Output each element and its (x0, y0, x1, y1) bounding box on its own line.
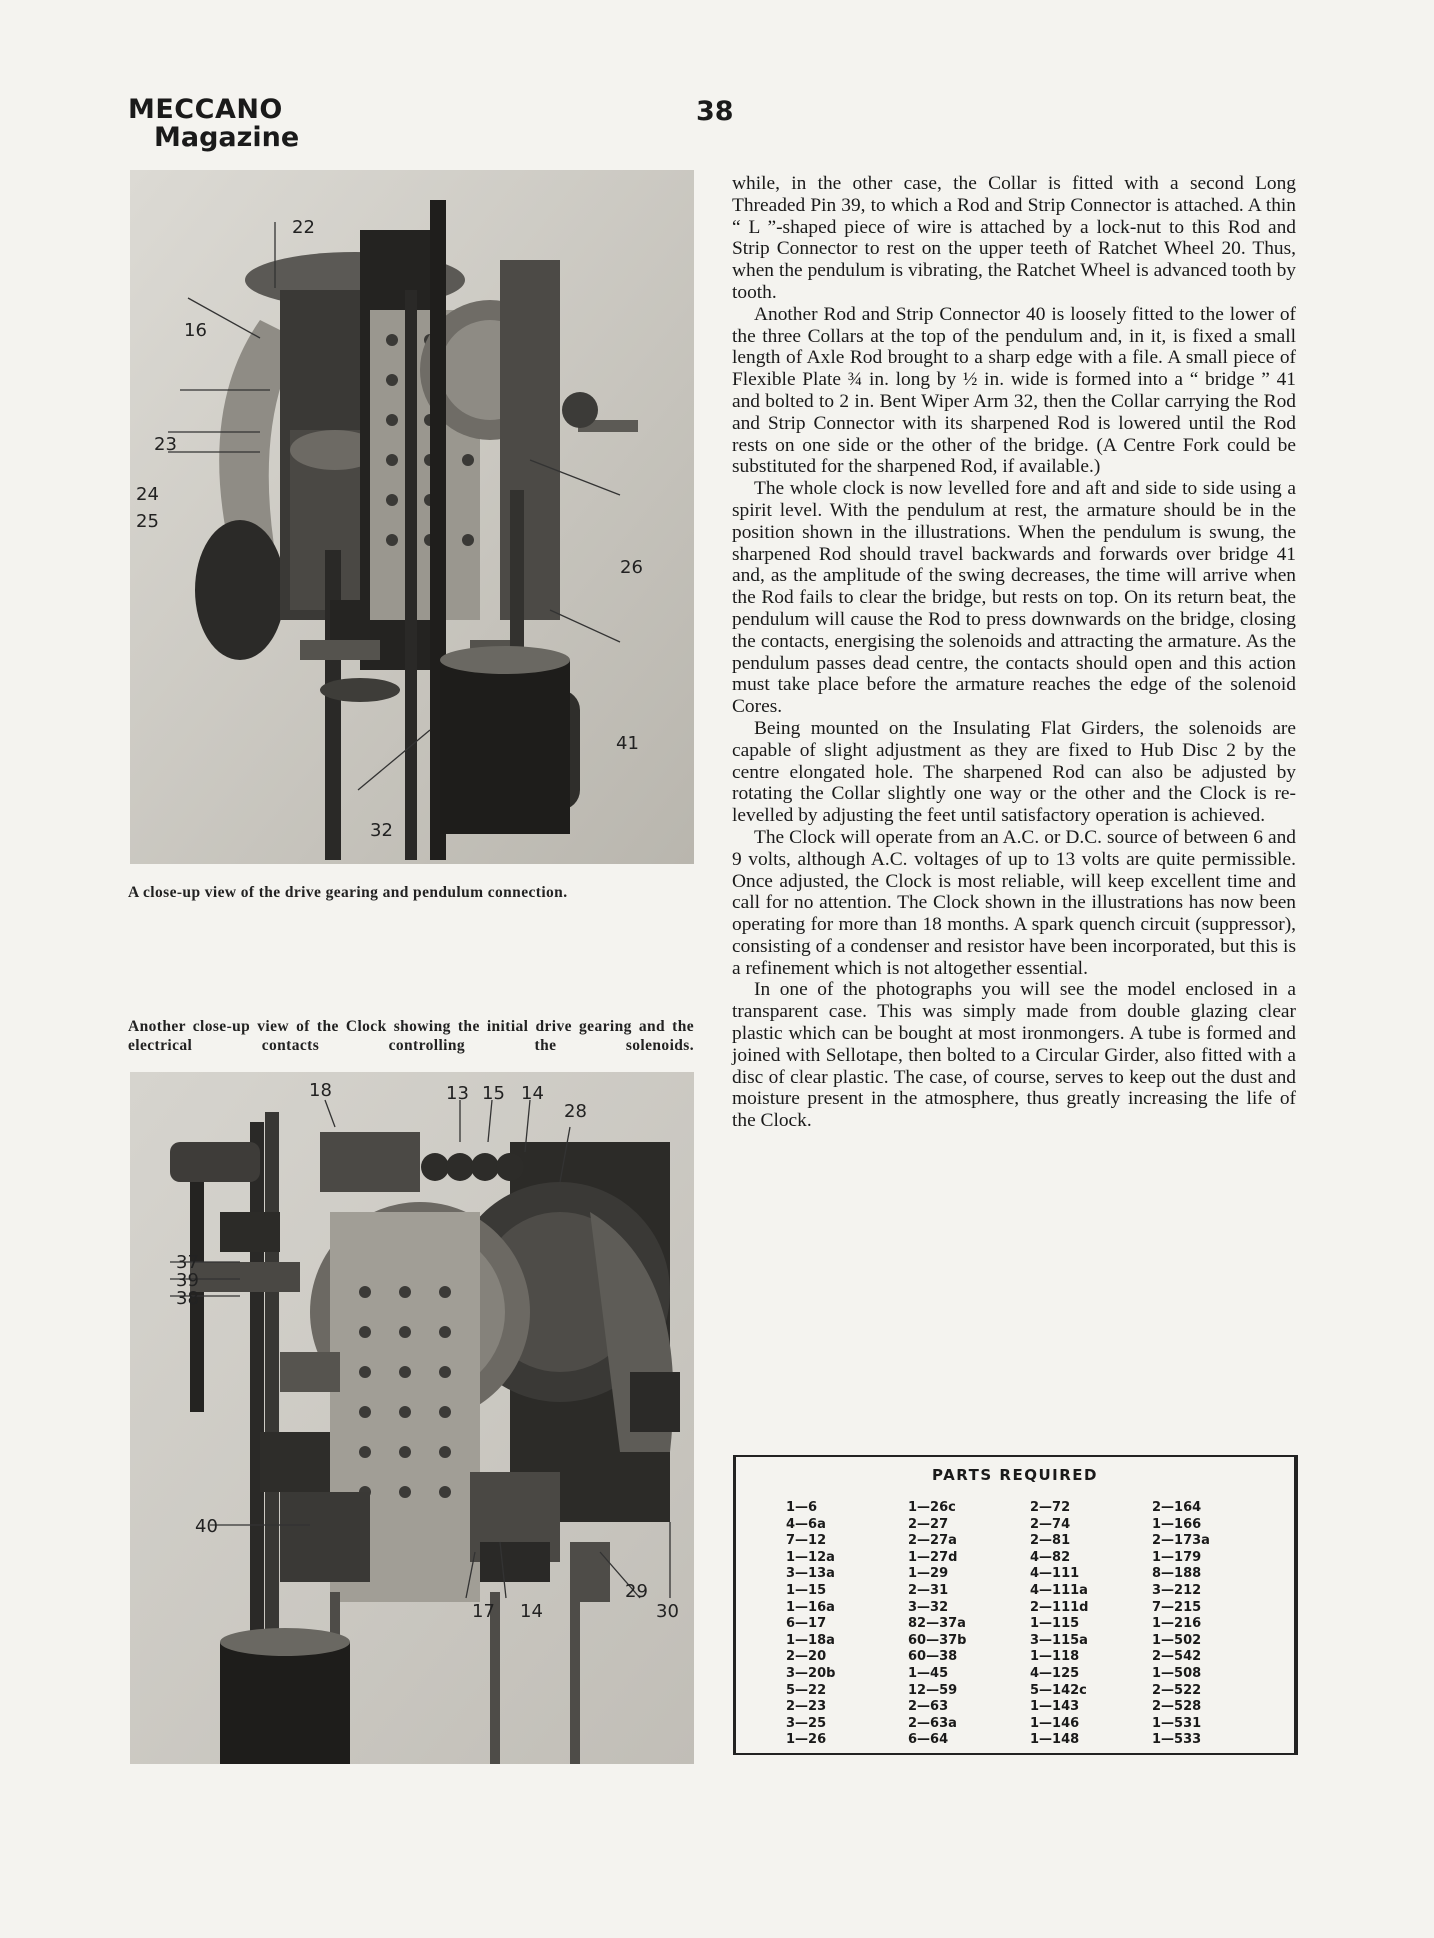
part-entry: 2—528 (1152, 1699, 1202, 1715)
part-entry: 2—542 (1152, 1649, 1202, 1665)
callout-15: 15 (482, 1083, 505, 1104)
callout-28: 28 (564, 1101, 587, 1122)
part-entry: 4—82 (1030, 1549, 1071, 1565)
part-entry: 7—12 (786, 1533, 827, 1549)
part-entry: 2—72 (1030, 1500, 1071, 1515)
paragraph: Being mounted on the Insulating Flat Girders, the solenoids are capable of slight adjustment as they are fixed to Hub Disc 2 by the centre elongated hole. The sharpened Rod can also be adjusted by rotating the Collar slightly one way or the other and the Clock is re-levelled by adjusting the feet until satisfactory operation is achieved. (732, 717, 1296, 827)
parts-required-title: PARTS REQUIRED (932, 1466, 1098, 1484)
part-entry: 6—17 (786, 1616, 827, 1632)
paragraph: The whole clock is now levelled fore and aft and side to side using a spirit level. With the pendulum at rest, the armature should be in the position shown in the illustrations. When the pendulum is swung, the sharpened Rod should travel backwards and forwards over bridge 41 and, as the amplitude of the swing decreases, the time will arrive when the Rod fails to clear the bridge, but rests on top. On its return beat, the pendulum will cause the Rod to press downwards on the bridge, closing the contacts, energising the solenoids and attracting the armature. As the pendulum passes dead centre, the contacts should open and this action must take place before the armature reaches the edge of the solenoid Cores. (732, 478, 1296, 718)
part-entry: 5—22 (786, 1682, 827, 1698)
part-entry: 1—166 (1152, 1516, 1202, 1532)
part-entry: 60—37b (908, 1632, 967, 1648)
callout-30: 30 (656, 1601, 679, 1622)
paragraph: The Clock will operate from an A.C. or D.C. source of between 6 and 9 volts, although A.C. voltages of up to 13 volts are quite permissible. Once adjusted, the Clock is most reliable, will keep excellent time and call for no attention. The Clock shown in the illustrations has now been operating for more than 18 months. A spark quench circuit (suppressor), consisting of a condenser and resistor have been incorporated, but this is a refinement which is not altogether essential. (732, 826, 1296, 979)
callout-41: 41 (616, 733, 639, 754)
parts-columns (786, 1500, 1274, 1749)
callout-14b: 14 (520, 1601, 543, 1622)
callout-24: 24 (136, 484, 159, 505)
photo-drive-gearing (130, 170, 694, 864)
parts-column-1 (786, 1500, 908, 1749)
paragraph: Another Rod and Strip Connector 40 is loosely fitted to the lower of the three Collars at the top of the pendulum and, in it, is fixed a small length of Axle Rod brought to a sharp edge with a file. A small piece of Flexible Plate ¾ in. long by ½ in. wide is formed into a “ bridge ” 41 and bolted to 2 in. Bent Wiper Arm 32, then the Collar carrying the Rod and Strip Connector with its sharpened Rod is lowered until the Rod rests on one side or the other of the bridge. (A Centre Fork could be substituted for the sharpened Rod, if available.) (732, 303, 1296, 478)
callout-13: 13 (446, 1083, 469, 1104)
part-entry: 4—6a (786, 1516, 826, 1532)
part-entry: 2—27 (908, 1516, 949, 1532)
part-entry: 1—29 (908, 1566, 949, 1582)
caption-photo1: A close-up view of the drive gearing and pendulum connection. (128, 884, 568, 901)
part-entry: 2—63a (908, 1715, 957, 1731)
page-number: 38 (696, 96, 734, 127)
part-entry: 3—20b (786, 1665, 836, 1681)
photo-electrical-contacts (130, 1072, 694, 1764)
part-entry: 1—143 (1030, 1699, 1080, 1715)
paragraph: while, in the other case, the Collar is fitted with a second Long Threaded Pin 39, to which a Rod and Strip Connector is attached. A thin “ L ”-shaped piece of wire is attached by a lock-nut to this Rod and Strip Connector to rest on the upper teeth of Ratchet Wheel 20. Thus, when the pendulum is vibrating, the Ratchet Wheel is advanced tooth by tooth. (732, 173, 1296, 303)
part-entry: 7—215 (1152, 1599, 1202, 1615)
part-entry: 2—522 (1152, 1682, 1202, 1698)
part-entry: 2—63 (908, 1699, 949, 1715)
callout-17: 17 (472, 1601, 495, 1622)
callout-29: 29 (625, 1581, 648, 1602)
callout-22: 22 (292, 217, 315, 238)
part-entry: 1—45 (908, 1665, 949, 1681)
part-entry: 1—18a (786, 1632, 835, 1648)
callout-23: 23 (154, 434, 177, 455)
callout-16: 16 (184, 320, 207, 341)
parts-column-2 (908, 1500, 1030, 1749)
caption-photo2: Another close-up view of the Clock showing the initial drive gearing and the electrical contacts controlling the solenoids. (128, 1018, 694, 1054)
callout-39: 39 (176, 1270, 199, 1291)
photo-electrical-contacts-illustration (130, 1072, 694, 1764)
part-entry: 1—12a (786, 1549, 835, 1565)
parts-required-box (733, 1455, 1298, 1755)
part-entry: 1—6 (786, 1500, 818, 1515)
part-entry: 3—212 (1152, 1582, 1202, 1598)
masthead-line1: MECCANO (128, 94, 283, 125)
photo-drive-gearing-illustration (130, 170, 694, 864)
part-entry: 1—531 (1152, 1715, 1202, 1731)
callout-14: 14 (521, 1083, 544, 1104)
callout-38: 38 (176, 1288, 199, 1309)
part-entry: 4—125 (1030, 1665, 1080, 1681)
part-entry: 82—37a (908, 1616, 966, 1632)
part-entry: 1—16a (786, 1599, 835, 1615)
part-entry: 1—146 (1030, 1715, 1080, 1731)
part-entry: 1—533 (1152, 1732, 1202, 1748)
part-entry: 2—74 (1030, 1516, 1071, 1532)
part-entry: 3—32 (908, 1599, 949, 1615)
part-entry: 4—111a (1030, 1582, 1088, 1598)
part-entry: 1—502 (1152, 1632, 1202, 1648)
parts-column-3 (1030, 1500, 1152, 1749)
article-body (732, 173, 1296, 1132)
part-entry: 1—26c (908, 1500, 956, 1515)
callout-18: 18 (309, 1080, 332, 1101)
part-entry: 1—179 (1152, 1549, 1202, 1565)
part-entry: 2—23 (786, 1699, 827, 1715)
part-entry: 1—26 (786, 1732, 827, 1748)
masthead-line2: Magazine (154, 122, 300, 154)
part-entry: 12—59 (908, 1682, 958, 1698)
callout-32: 32 (370, 820, 393, 841)
part-entry: 4—111 (1030, 1566, 1080, 1582)
callout-26: 26 (620, 557, 643, 578)
part-entry: 60—38 (908, 1649, 958, 1665)
part-entry: 1—148 (1030, 1732, 1080, 1748)
part-entry: 2—173a (1152, 1533, 1210, 1549)
part-entry: 3—115a (1030, 1632, 1088, 1648)
part-entry: 1—508 (1152, 1665, 1202, 1681)
part-entry: 2—111d (1030, 1599, 1089, 1615)
part-entry: 1—118 (1030, 1649, 1080, 1665)
part-entry: 3—13a (786, 1566, 835, 1582)
paragraph: In one of the photographs you will see the model enclosed in a transparent case. This was simply made from double glazing clear plastic which can be bought at most ironmongers. A tube is formed and joined with Sellotape, then bolted to a Circular Girder, also fitted with a disc of clear plastic. The case, of course, serves to keep out the dust and moisture present in the atmosphere, thus greatly increasing the life of the Clock. (732, 979, 1296, 1132)
callout-40: 40 (195, 1516, 218, 1537)
part-entry: 2—27a (908, 1533, 957, 1549)
part-entry: 2—20 (786, 1649, 827, 1665)
part-entry: 6—64 (908, 1732, 949, 1748)
part-entry: 2—164 (1152, 1500, 1202, 1515)
part-entry: 8—188 (1152, 1566, 1202, 1582)
part-entry: 1—15 (786, 1582, 827, 1598)
parts-column-4 (1152, 1500, 1274, 1749)
callout-25: 25 (136, 511, 159, 532)
part-entry: 3—25 (786, 1715, 827, 1731)
part-entry: 2—31 (908, 1582, 949, 1598)
part-entry: 5—142c (1030, 1682, 1087, 1698)
part-entry: 2—81 (1030, 1533, 1071, 1549)
callout-37: 37 (176, 1252, 199, 1273)
masthead (128, 96, 299, 153)
part-entry: 1—27d (908, 1549, 958, 1565)
part-entry: 1—216 (1152, 1616, 1202, 1632)
part-entry: 1—115 (1030, 1616, 1080, 1632)
